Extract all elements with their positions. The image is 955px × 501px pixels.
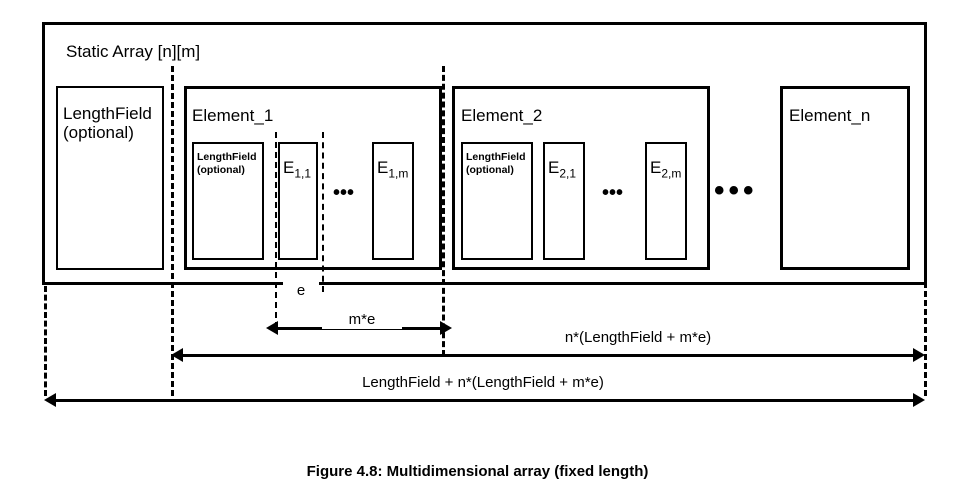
element-1-cell-1-label <box>283 158 311 183</box>
measure-e-label: e <box>283 282 319 300</box>
measure-grand-total-arrow-left <box>44 393 56 407</box>
element-1-cell-m-subscript: 1,m <box>388 166 409 181</box>
element-1-length-field-label-line1: LengthField <box>197 151 257 163</box>
measure-grand-total-arrow-right <box>913 393 925 407</box>
element-1-inner-ellipsis: ••• <box>333 182 355 204</box>
guide-array-start <box>44 286 47 396</box>
element-2-inner-ellipsis: ••• <box>602 182 624 204</box>
guide-element-1-start <box>171 66 174 396</box>
guide-element-1-end <box>442 66 445 356</box>
measure-n-total-arrow-right <box>913 348 925 362</box>
static-array-title: Static Array [n][m] <box>66 42 201 61</box>
element-2-cell-1-subscript: 2,1 <box>559 166 577 181</box>
outer-length-field-label-line2: (optional) <box>63 123 134 142</box>
element-1-length-field-label-line2: (optional) <box>197 164 245 176</box>
measure-me-arrow-right <box>440 321 452 335</box>
outer-length-field-label-line1: LengthField <box>63 104 152 123</box>
measure-n-total-arrow-left <box>171 348 183 362</box>
measure-n-total-label: n*(LengthField + m*e) <box>480 329 796 347</box>
element-1-title: Element_1 <box>192 106 274 125</box>
element-1-cell-1-subscript: 1,1 <box>294 166 312 181</box>
guide-cell-end <box>322 132 324 292</box>
element-2-title: Element_2 <box>461 106 543 125</box>
element-1-cell-1-base: E <box>283 158 295 177</box>
figure-caption: Figure 4.8: Multidimensional array (fixed length) <box>306 463 649 480</box>
elements-ellipsis: ••• <box>714 174 758 207</box>
element-n-title: Element_n <box>789 106 871 125</box>
element-2-length-field-label-line1: LengthField <box>466 151 526 163</box>
element-2-cell-m-label <box>650 158 681 183</box>
element-2-cell-1-label <box>548 158 576 183</box>
element-2-cell-m-subscript: 2,m <box>661 166 682 181</box>
guide-cell-start <box>275 132 277 328</box>
element-1-cell-m-base: E <box>377 158 389 177</box>
measure-me-label: m*e <box>322 311 402 329</box>
element-2-length-field-label-line2: (optional) <box>466 164 514 176</box>
measure-grand-total-line <box>55 399 917 402</box>
measure-me-arrow-left <box>266 321 278 335</box>
measure-grand-total-label: LengthField + n*(LengthField + m*e) <box>295 374 671 392</box>
measure-n-total-line <box>182 354 916 357</box>
element-2-cell-1-base: E <box>548 158 560 177</box>
element-1-cell-m-label <box>377 158 408 183</box>
guide-array-end <box>924 66 927 396</box>
element-2-cell-m-base: E <box>650 158 662 177</box>
